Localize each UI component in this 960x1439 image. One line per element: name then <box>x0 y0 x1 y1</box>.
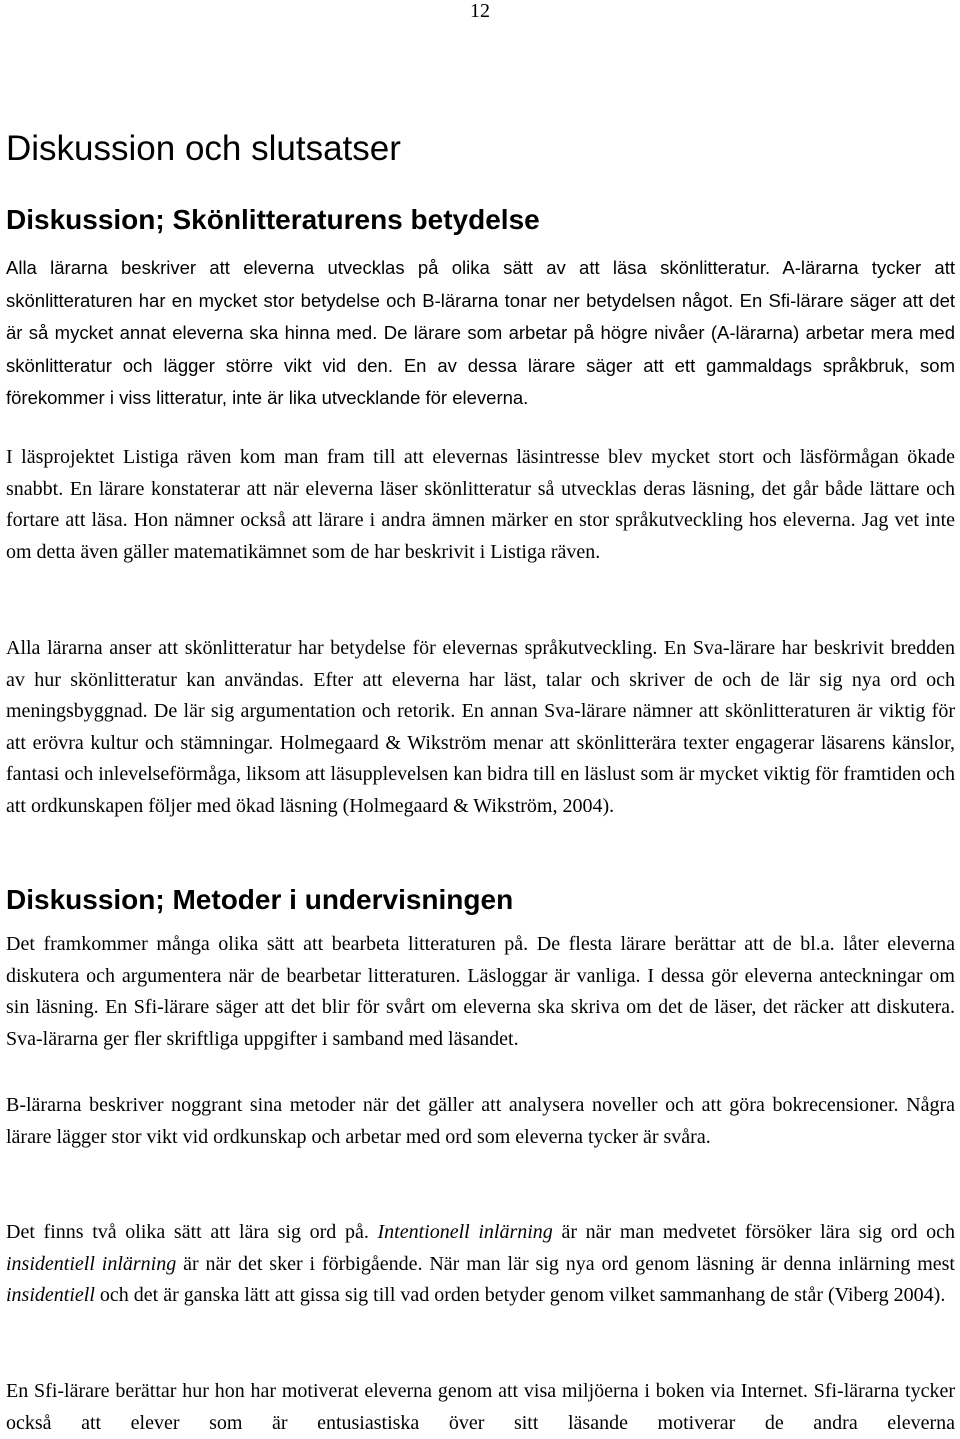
term-insidentiell: insidentiell inlärning <box>6 1252 177 1275</box>
paragraph-metoder-4: En Sfi-lärare berättar hur hon har motiverat eleverna genom att visa miljöerna i boken via Internet. Sfi-lärarna tycker också att elever som är entusiastiska över sitt läsande motiverar de andra eleverna <box>6 1380 955 1434</box>
section-heading-betydelse: Diskussion; Skönlitteraturens betydelse <box>6 204 540 235</box>
paragraph-sentence: Alla lärarna beskriver att eleverna utvecklas på olika sätt av att läsa skönlitteratur. A-lärarna tycker att skönlitteraturen har en mycket stor betydelse och B-lärarna tonar ner betydelsen något. En Sfi-lärare säger att det är så mycket annat eleverna ska hinna med. <box>6 257 955 344</box>
chapter-heading: Diskussion och slutsatser <box>6 129 401 168</box>
page-number: 12 <box>470 0 490 22</box>
term-intentionell: Intentionell inlärning <box>377 1221 553 1243</box>
paragraph-metoder-1: Det framkommer många olika sätt att bearbeta litteraturen på. De flesta lärare berättar att de bl.a. låter eleverna diskutera och argumentera när de bearbetar litteraturen. Läsloggar är vanliga. I dessa gör eleverna anteckningar om sin läsning. En Sfi-lärare säger att det blir för svårt om eleverna ska skriva om det de läser, det räcker att diskutera. Sva-lärarna ger fler skriftliga uppgifter i samband med läsandet. <box>6 933 955 1050</box>
paragraph-sentence: En av dessa lärare säger att ett gammaldags språkbruk, som förekommer i viss litteratur, inte är lika utvecklande för eleverna. <box>6 354 955 409</box>
paragraph-metoder-2: B-lärarna beskriver noggrant sina metoder när det gäller att analysera noveller och att göra bokrecensioner. Några lärare lägger stor vikt vid ordkunskap och arbetar med ord som eleverna tycker är svåra. <box>6 1094 955 1148</box>
paragraph-betydelse-3: Alla lärarna anser att skönlitteratur har betydelse för elevernas språkutveckling. En Sva-lärare har beskrivit bredden av hur skönlitteratur kan användas. Efter att eleverna har läst, talar och skriver de och de lär sig nya ord och meningsbyggnad. De lär sig argumentation och retorik. En annan Sva-lärare nämner att skönlitteraturen är viktig för att erövra kultur och stämningar. Holmegaard & Wikström menar att skönlitterära texter engagerar läsarens känslor, fantasi och inlevelseförmåga, liksom att läsupplevelsen kan bidra till en läslust som är mycket viktig för framtiden och att ordkunskapen följer med ökad läsning (Holmegaard & Wikström, 2004). <box>6 637 955 817</box>
paragraph-betydelse-2: I läsprojektet Listiga räven kom man fram till att elevernas läsintresse blev mycket stort och läsförmågan ökade snabbt. En lärare konstaterar att när eleverna läser skönlitteratur så utvecklas deras läsning, det går både lättare och fortare att läsa. Hon nämner också att lärare i andra ämnen märker en stor språkutveckling hos eleverna. Jag vet inte om detta även gäller matematikämnet som de har beskrivit i Listiga räven. <box>6 446 955 563</box>
paragraph-text: och det är ganska lätt att gissa sig till vad orden betyder genom vilket sammanhang de står (Viberg 2004). <box>94 1284 946 1307</box>
paragraph-sentence: De lärare som arbetar på högre nivåer (A-lärarna) arbetar mera med skönlitteratur och lägger större vikt vid den. <box>6 322 956 376</box>
paragraph-betydelse-1 <box>6 252 955 415</box>
paragraph-text: Det finns två olika sätt att lära sig ord på. <box>6 1221 378 1243</box>
section-heading-metoder: Diskussion; Metoder i undervisningen <box>6 884 514 915</box>
paragraph-text: är när det sker i förbigående. När man lär sig nya ord genom läsning är denna inlärning mest <box>176 1252 955 1275</box>
term-insidentiell-short: insidentiell <box>6 1284 95 1307</box>
paragraph-metoder-3 <box>6 1217 955 1312</box>
paragraph-text: är när man medvetet försöker lära sig ord och <box>552 1221 955 1243</box>
